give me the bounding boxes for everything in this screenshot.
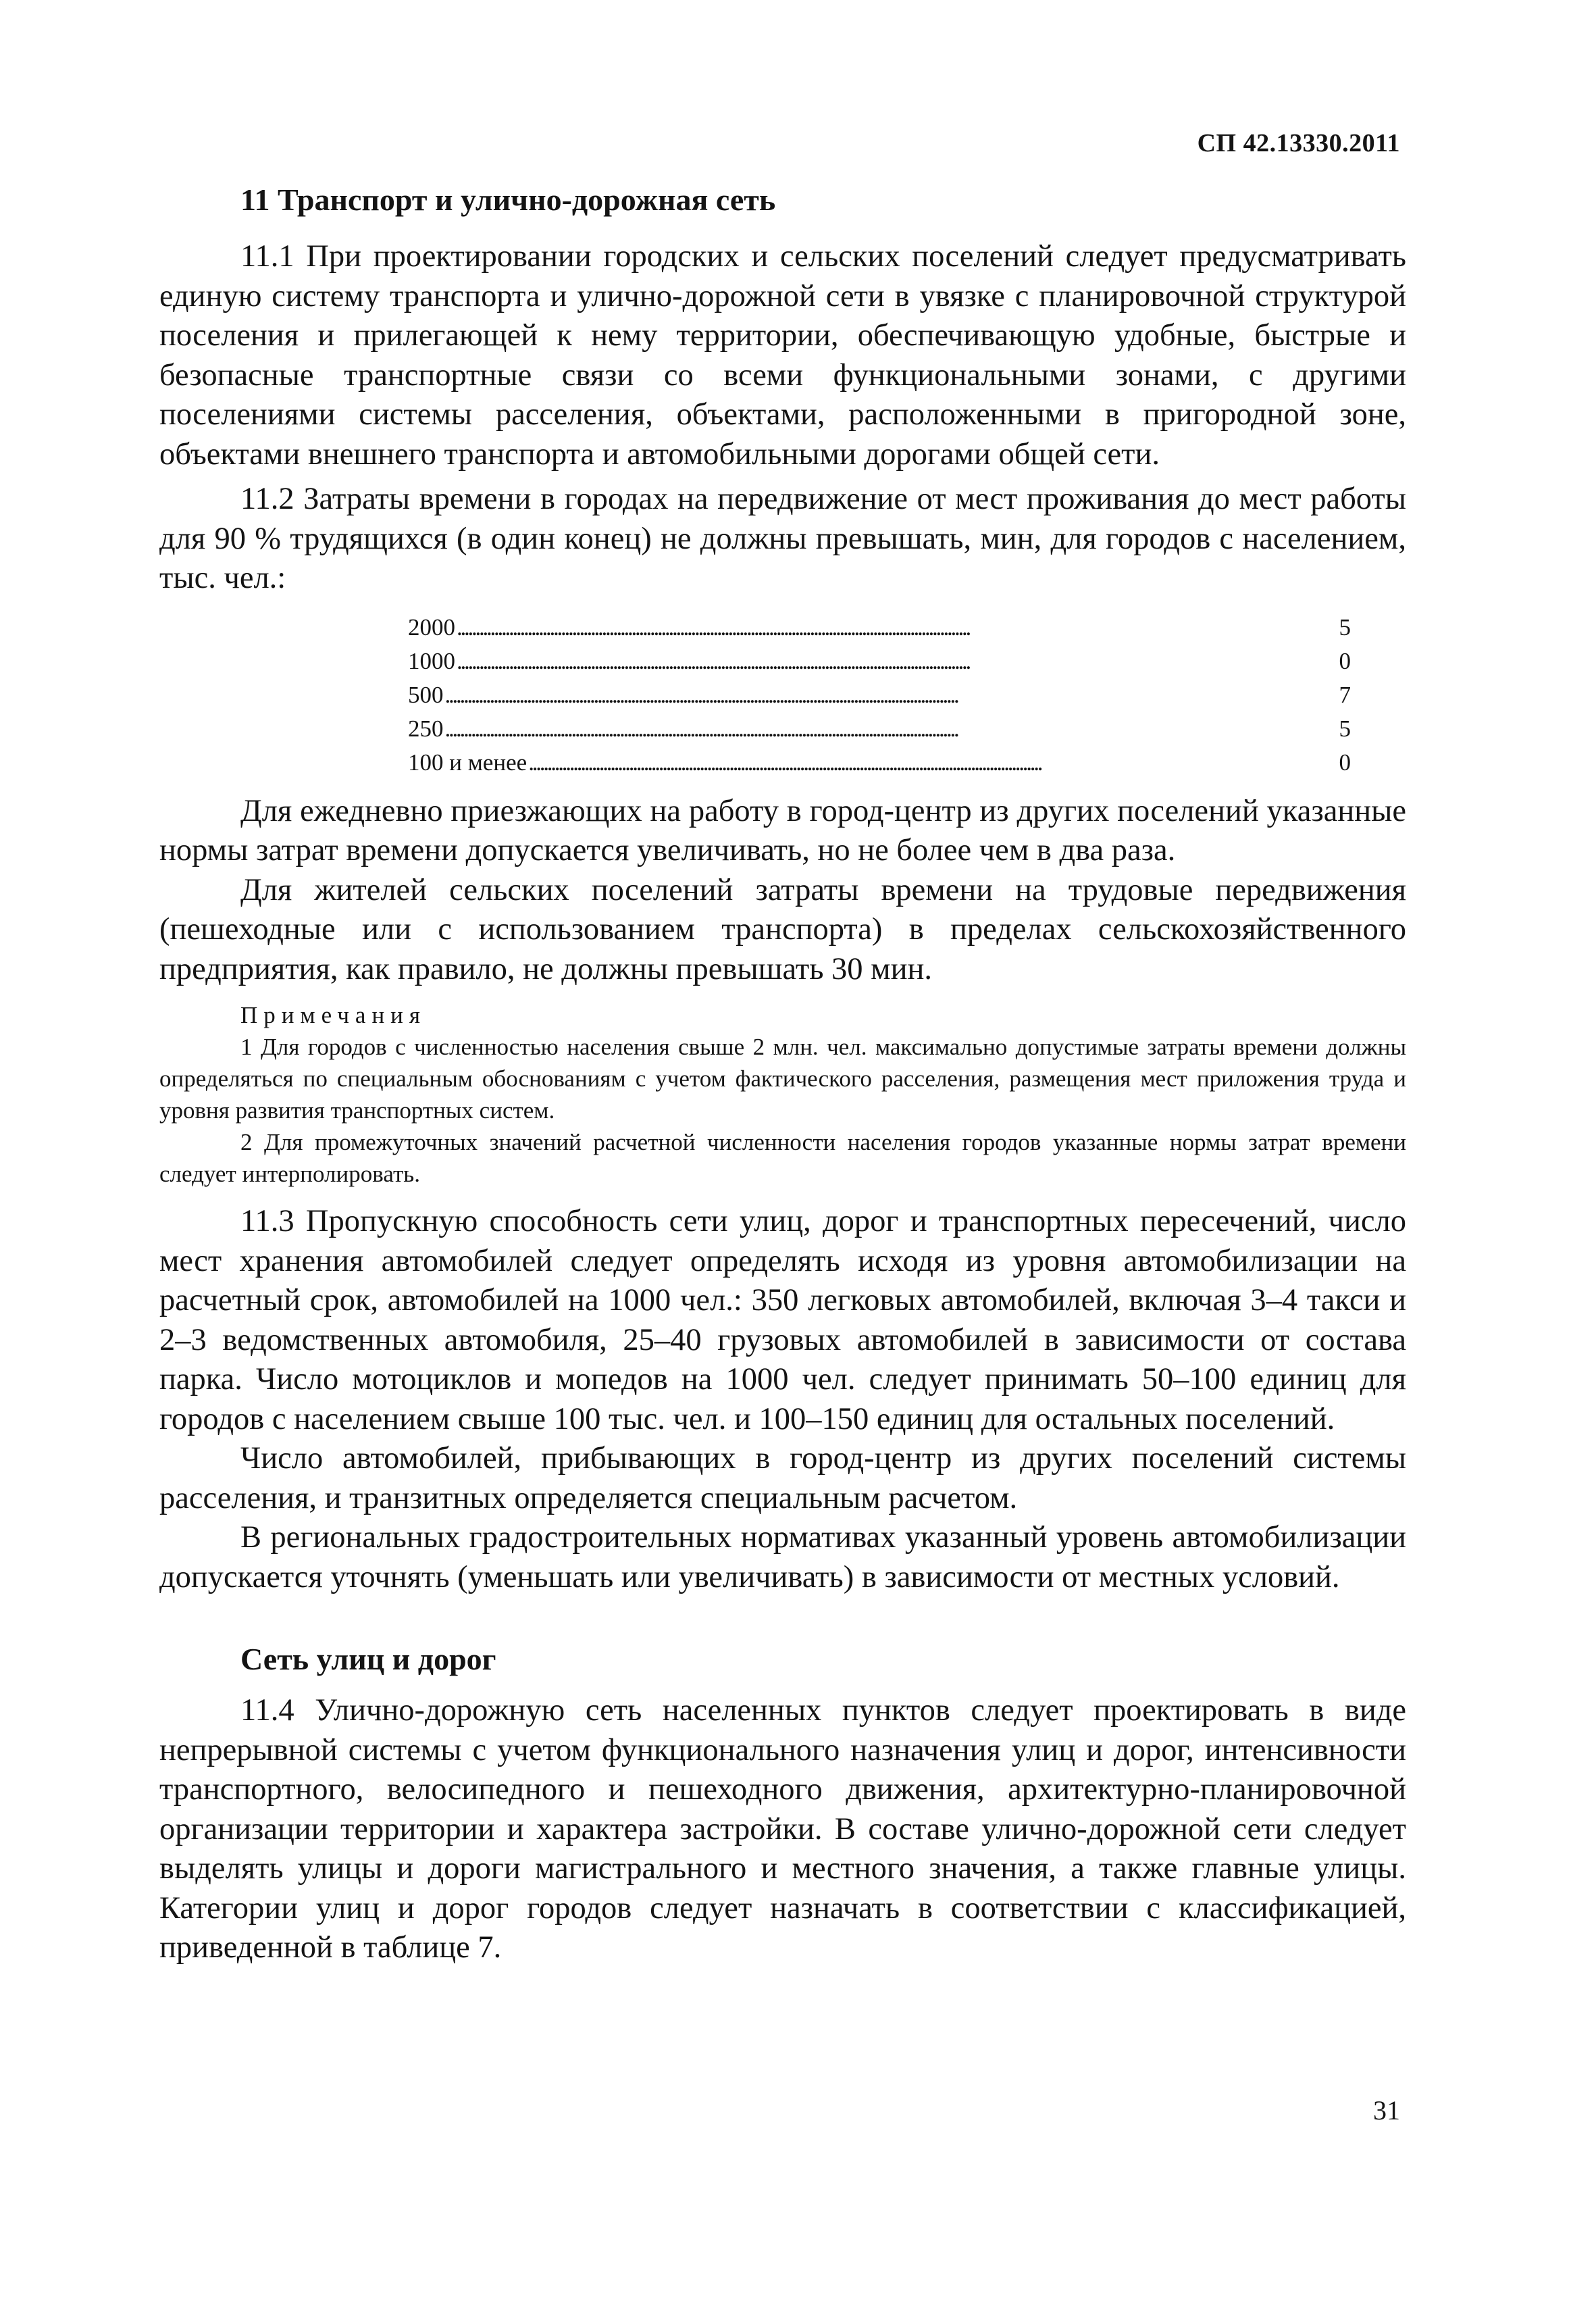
notes-heading: Примечания (240, 1002, 427, 1029)
paragraph-regional: В региональных градостроительных нормативах указанный уровень автомобилизации допускается уточнять (уменьшать или увеличивать) в зависимости от местных условий. (159, 1520, 1406, 1594)
norm-minutes: 5 (1339, 715, 1351, 742)
norm-city-population: 1000 (408, 647, 455, 674)
norm-row (408, 645, 1351, 678)
norm-city-population: 100 и менее (408, 749, 527, 776)
norm-row (408, 678, 1351, 712)
travel-time-norms-list (408, 611, 1351, 780)
note-1: 1 Для городов с численностью населения свыше 2 млн. чел. максимально допустимые затраты времени должны определяться по специальным обоснованиям с учетом фактического расселения, размещения мест приложения труда и уровня развития транспортных систем. (159, 1034, 1406, 1124)
document-code: СП 42.13330.2011 (1197, 129, 1400, 157)
dot-leader (528, 746, 1337, 780)
notes-block (159, 1000, 1406, 1190)
norm-row (408, 712, 1351, 746)
dot-leader (445, 678, 1338, 712)
norm-city-population: 2000 (408, 613, 455, 640)
note-2: 2 Для промежуточных значений расчетной численности населения городов указанные нормы затрат времени следует интерполировать. (159, 1129, 1406, 1188)
page-number: 31 (1373, 2095, 1400, 2126)
norm-row (408, 746, 1351, 780)
dot-leader (457, 645, 1338, 678)
norm-minutes: 0 (1339, 647, 1351, 674)
paragraph-cars-arriving: Число автомобилей, прибывающих в город-центр из других поселений системы расселения, и транзитных определяется специальным расчетом. (159, 1441, 1406, 1515)
paragraph-rural: Для жителей сельских поселений затраты времени на трудовые передвижения (пешеходные или с использованием транспорта) в пределах сельскохозяйственного предприятия, как правило, не должны превышать 30 мин. (159, 872, 1406, 986)
norm-minutes: 0 (1339, 749, 1351, 776)
dot-leader (457, 611, 1338, 645)
norm-minutes: 5 (1339, 613, 1351, 640)
dot-leader (445, 712, 1338, 746)
page-content (159, 181, 1406, 1968)
section-title: 11 Транспорт и улично-дорожная сеть (240, 182, 776, 217)
paragraph-11-2: 11.2 Затраты времени в городах на передвижение от мест проживания до мест работы для 90 % трудящихся (в один конец) не должны превышать, мин, для городов с населением, тыс. чел.: (159, 482, 1406, 596)
paragraph-11-1: 11.1 При проектировании городских и сельских поселений следует предусматривать единую систему транспорта и улично-дорожной сети в увязке с планировочной структурой поселения и прилегающей к нему территории, обеспечивающую удобные, быстрые и безопасные транспортные связи со всеми функциональными зонами, с другими поселениями системы расселения, объектами, расположенными в пригородной зоне, объектами внешнего транспорта и автомобильными дорогами общей сети. (159, 239, 1406, 472)
norm-city-population: 500 (408, 681, 444, 708)
paragraph-11-3: 11.3 Пропускную способность сети улиц, дорог и транспортных пересечений, число мест хранения автомобилей следует определять исходя из уровня автомобилизации на расчетный срок, автомобилей на 1000 чел.: 350 легковых автомобилей, включая 3–4 такси и 2–3 ведомственных автомобиля, 25–40 грузовых автомобилей в зависимости от состава парка. Число мотоциклов и мопедов на 1000 чел. следует принимать 50–100 единиц для городов с населением свыше 100 тыс. чел. и 100–150 единиц для остальных поселений. (159, 1204, 1406, 1436)
norm-row (408, 611, 1351, 645)
subsection-title: Сеть улиц и дорог (240, 1642, 496, 1677)
paragraph-11-4: 11.4 Улично-дорожную сеть населенных пунктов следует проектировать в виде непрерывной системы с учетом функционального назначения улиц и дорог, интенсивности транспортного, велосипедного и пешеходного движения, архитектурно-планировочной организации территории и характера застройки. В составе улично-дорожной сети следует выделять улицы и дороги магистрального и местного значения, а также главные улицы. Категории улиц и дорог городов следует назначать в соответствии с классификацией, приведенной в таблице 7. (159, 1693, 1406, 1965)
paragraph-commuters: Для ежедневно приезжающих на работу в город-центр из других поселений указанные нормы затрат времени допускается увеличивать, но не более чем в два раза. (159, 793, 1406, 868)
norm-minutes: 7 (1339, 681, 1351, 708)
norm-city-population: 250 (408, 715, 444, 742)
